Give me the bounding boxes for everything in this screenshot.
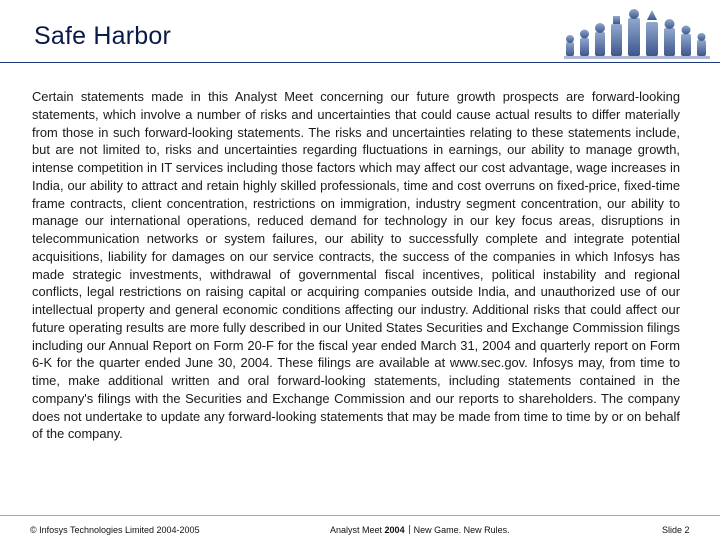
tagline: New Game. New Rules. <box>413 525 510 535</box>
copyright-notice: © Infosys Technologies Limited 2004-2005 <box>30 525 200 535</box>
footer-separator <box>409 525 410 534</box>
title-divider <box>0 62 720 63</box>
event-name <box>330 525 510 535</box>
slide-number: Slide 2 <box>662 525 690 535</box>
meet-name: Analyst Meet <box>330 525 383 535</box>
footer-divider <box>0 515 720 516</box>
footer <box>0 515 720 540</box>
meet-year: 2004 <box>384 525 405 535</box>
slide-title: Safe Harbor <box>34 22 171 50</box>
safe-harbor-statement: Certain statements made in this Analyst Meet concerning our future growth prospects are forward-looking statements, which involve a number of risks and uncertainties that could cause actual results to differ materially from those in such forward-looking statements. The risks and uncertainties relating to these statements include, but are not limited to, risks and uncertainties regarding fluctuations in earnings, our ability to manage growth, intense competition in IT services including those factors which may affect our cost advantage, wage increases in India, our ability to attract and retain highly skilled professionals, time and cost overruns on fixed-price, fixed-time frame contracts, client concentration, restrictions on immigration, industry segment concentration, our ability to manage our international operations, reduced demand for technology in our key focus areas, disruptions in telecommunication networks or system failures, our ability to successfully complete and integrate potential acquisitions, liability for damages on our service contracts, the success of the companies in which Infosys has made strategic investments, withdrawal of governmental fiscal incentives, political instability and regional conflicts, legal restrictions on raising capital or acquiring companies outside India, and unauthorized use of our intellectual property and general economic conditions affecting our industry. Additional risks that could affect our future operating results are more fully described in our United States Securities and Exchange Commission filings including our Annual Report on Form 20-F for the fiscal year ended March 31, 2004 and quarterly report on Form 6-K for the quarter ended June 30, 2004. These filings are available at www.sec.gov. Infosys may, from time to time, make additional written and oral forward-looking statements, including statements contained in the company's filings with the Securities and Exchange Commission and our reports to shareholders. The company does not undertake to update any forward-looking statements that may be made from time to time by or on behalf of the company. <box>32 89 680 442</box>
chess-pieces-icon <box>560 4 718 64</box>
